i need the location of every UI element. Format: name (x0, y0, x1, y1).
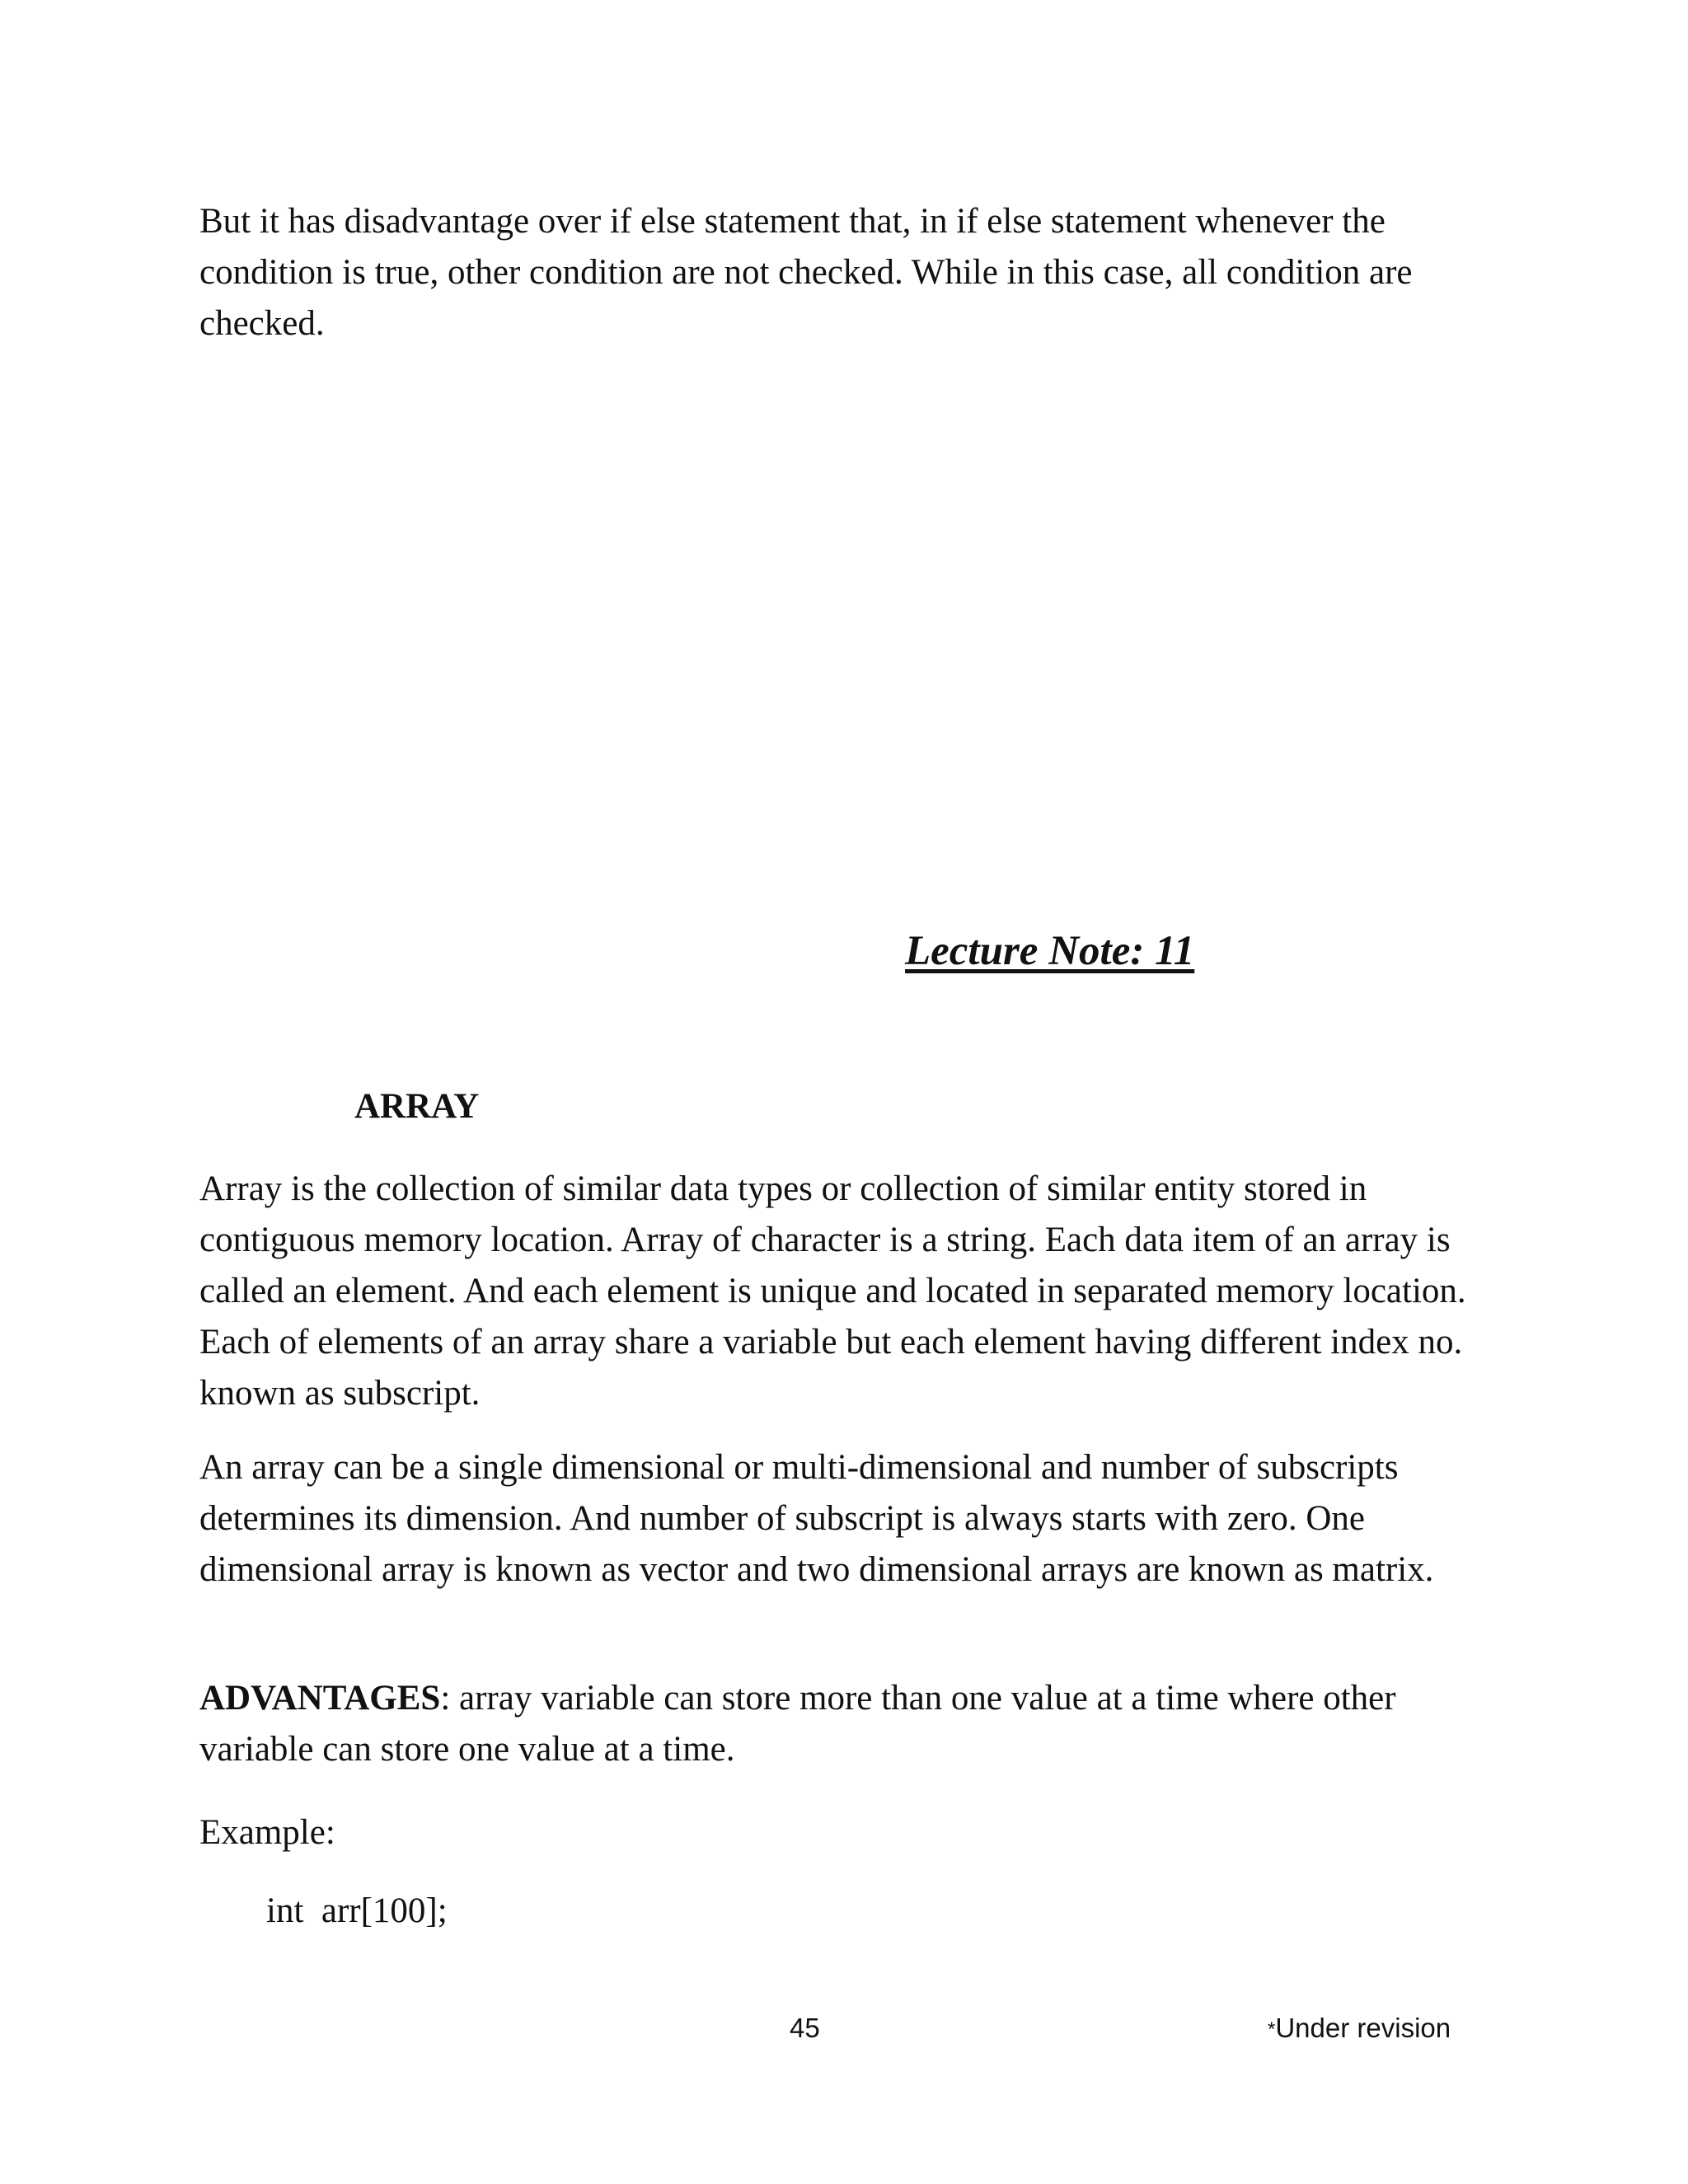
page-number: 45 (790, 2013, 820, 2043)
example-label: Example: (199, 1813, 335, 1852)
advantages-paragraph (199, 1673, 1502, 1775)
array-heading: ARRAY (354, 1087, 480, 1126)
advantages-label: ADVANTAGES (199, 1679, 441, 1718)
array-definition-paragraph: Array is the collection of similar data types or collection of similar entity stored in contiguous memory location. Array of character is a string. Each data item of an array is called an element. And each element is unique and located in separated memory location. Each of elements of an array share a variable but each element having different index no. known as subscript. (199, 1169, 1466, 1413)
lecture-title: Lecture Note: 11 (905, 928, 1195, 974)
revision-note (1268, 2013, 1451, 2044)
revision-text: Under revision (1275, 2013, 1451, 2043)
array-dimension-paragraph: An array can be a single dimensional or multi-dimensional and number of subscripts determines its dimension. And number of subscript is always starts with zero. One dimensional array is known as vector and two dimensional arrays are known as matrix. (199, 1448, 1434, 1589)
advantages-text: : array variable can store more than one value at a time where other variable can store one value at a time. (199, 1679, 1396, 1769)
intro-paragraph: But it has disadvantage over if else statement that, in if else statement whenever the condition is true, other condition are not checked. While in this case, all condition are checked. (199, 202, 1413, 343)
code-example: int arr[100]; (266, 1891, 448, 1930)
revision-star: * (1268, 2018, 1276, 2041)
